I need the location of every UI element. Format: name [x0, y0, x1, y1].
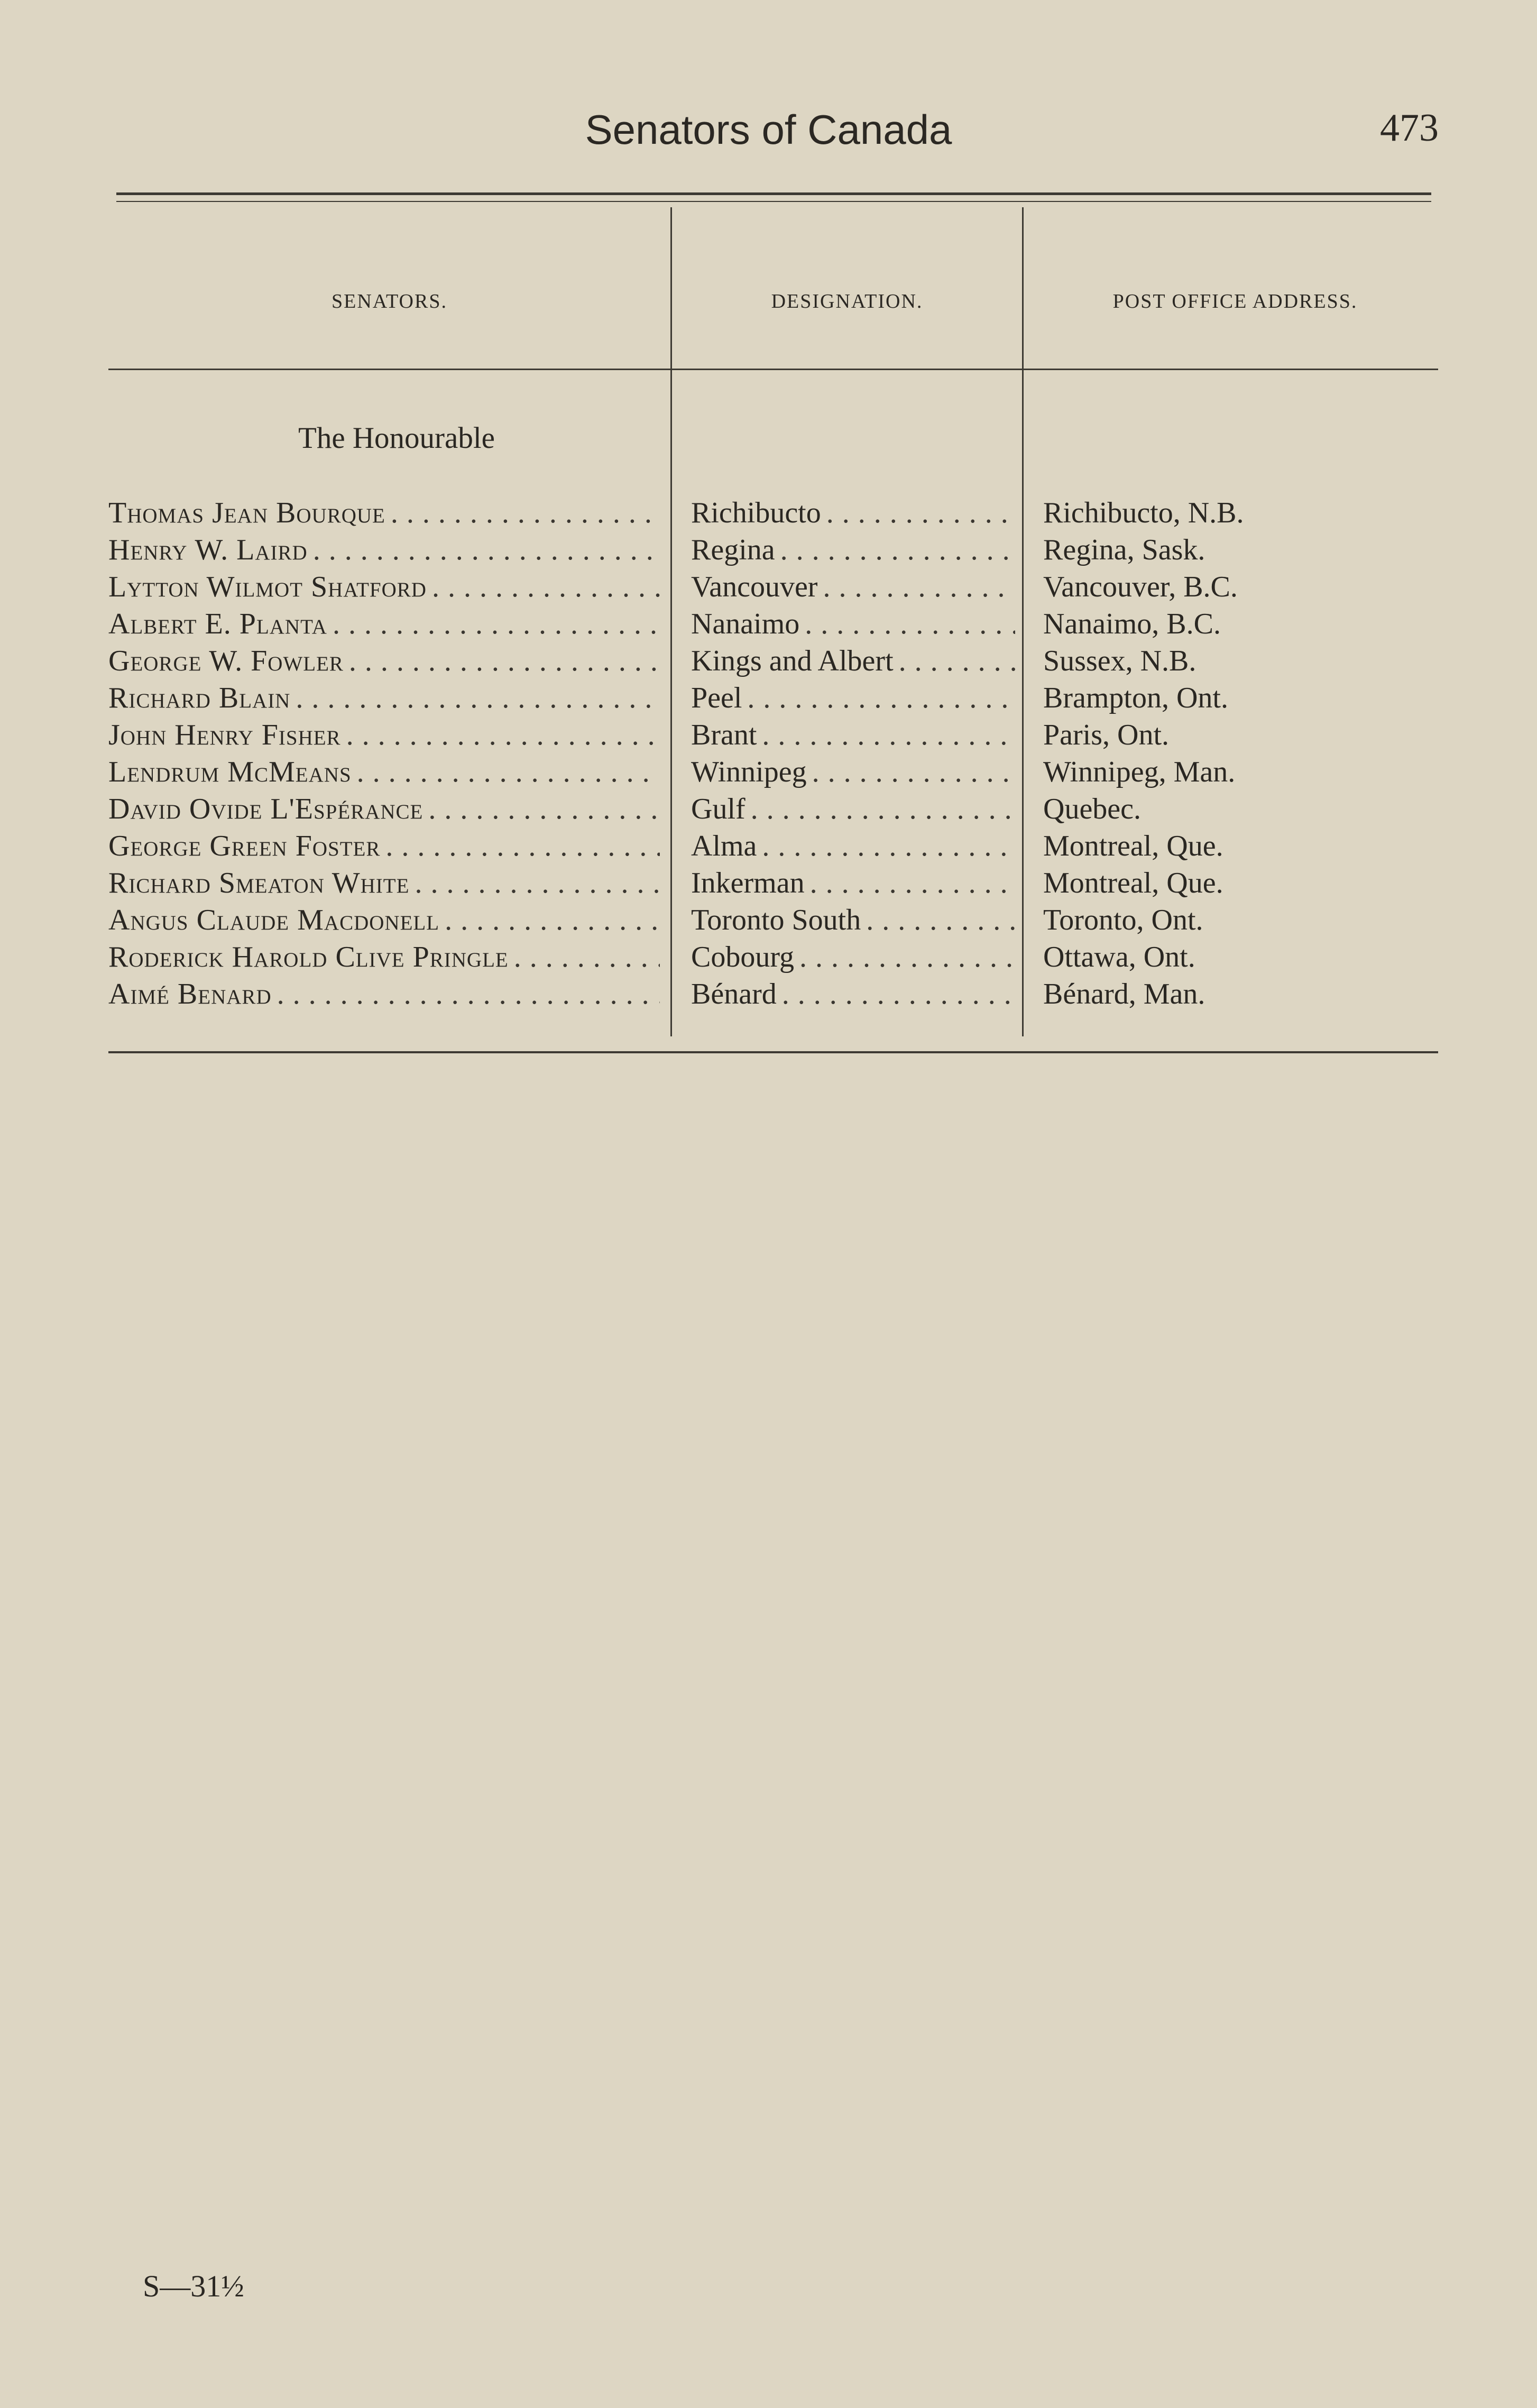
header-rule — [108, 369, 1438, 370]
signature-mark: S—31½ — [143, 2269, 244, 2303]
table-row — [0, 828, 1537, 865]
senator-name-text: Thomas Jean Bourque — [108, 497, 385, 529]
address-cell-text: Quebec. — [1043, 793, 1142, 825]
dot-leader — [290, 679, 660, 716]
designation-cell — [691, 753, 1015, 791]
dot-leader — [427, 568, 660, 605]
designation-cell — [691, 531, 1015, 568]
senator-name-text: Albert E. Planta — [108, 608, 327, 640]
designation-cell-text: Nanaimo — [691, 608, 800, 640]
senator-table-body — [0, 494, 1537, 1013]
senator-name-text: Aimé Benard — [108, 978, 272, 1010]
table-row — [0, 494, 1537, 531]
designation-cell-text: Cobourg — [691, 941, 794, 973]
designation-cell-text: Richibucto — [691, 497, 821, 529]
table-row — [0, 791, 1537, 828]
dot-leader — [805, 865, 1015, 902]
address-cell — [1043, 902, 1519, 939]
dot-leader — [817, 568, 1015, 605]
table-row — [0, 605, 1537, 642]
dot-leader — [746, 791, 1015, 828]
senator-name-text: George Green Foster — [108, 830, 381, 862]
table-row — [0, 642, 1537, 679]
designation-cell — [691, 828, 1015, 865]
senator-name — [108, 716, 660, 753]
designation-cell-text: Kings and Albert — [691, 645, 894, 677]
designation-cell-text: Inkerman — [691, 867, 805, 899]
address-cell-text: Paris, Ont. — [1043, 719, 1169, 751]
senator-name — [108, 753, 660, 791]
dot-leader — [509, 939, 660, 976]
senator-name — [108, 791, 660, 828]
address-cell-text: Toronto, Ont. — [1043, 904, 1203, 936]
bottom-rule — [108, 1051, 1438, 1053]
dot-leader — [409, 865, 660, 902]
senator-name-text: Roderick Harold Clive Pringle — [108, 941, 509, 973]
dot-leader — [327, 605, 660, 642]
designation-cell — [691, 976, 1015, 1013]
address-cell — [1043, 605, 1519, 642]
dot-leader — [308, 531, 660, 568]
dot-leader — [352, 753, 660, 791]
address-cell-text: Ottawa, Ont. — [1043, 941, 1195, 973]
dot-leader — [794, 939, 1015, 976]
designation-cell-text: Peel — [691, 682, 742, 714]
dot-leader — [775, 531, 1015, 568]
designation-cell-text: Gulf — [691, 793, 746, 825]
senator-name-text: Angus Claude Macdonell — [108, 904, 440, 936]
address-cell-text: Montreal, Que. — [1043, 830, 1223, 862]
address-cell — [1043, 716, 1519, 753]
senator-name-text: Lytton Wilmot Shatford — [108, 571, 427, 603]
dot-leader — [344, 642, 660, 679]
address-cell — [1043, 976, 1519, 1013]
dot-leader — [423, 791, 660, 828]
dot-leader — [777, 976, 1015, 1013]
dot-leader — [861, 902, 1015, 939]
address-cell — [1043, 679, 1519, 716]
table-row — [0, 902, 1537, 939]
address-cell — [1043, 642, 1519, 679]
address-cell-text: Regina, Sask. — [1043, 534, 1205, 566]
address-cell-text: Brampton, Ont. — [1043, 682, 1228, 714]
designation-cell-text: Winnipeg — [691, 756, 807, 788]
address-cell — [1043, 494, 1519, 531]
dot-leader — [821, 494, 1015, 531]
senator-name — [108, 828, 660, 865]
address-cell — [1043, 791, 1519, 828]
page-title: Senators of Canada — [585, 106, 952, 153]
dot-leader — [894, 642, 1015, 679]
designation-cell — [691, 494, 1015, 531]
designation-cell-text: Brant — [691, 719, 757, 751]
senator-name — [108, 865, 660, 902]
senator-name — [108, 939, 660, 976]
column-header-senators: SENATORS. — [332, 290, 447, 313]
column-header-designation: DESIGNATION. — [771, 290, 923, 313]
address-cell-text: Montreal, Que. — [1043, 867, 1223, 899]
dot-leader — [742, 679, 1015, 716]
top-rule — [116, 192, 1431, 195]
address-cell — [1043, 753, 1519, 791]
dot-leader — [757, 716, 1015, 753]
address-cell — [1043, 865, 1519, 902]
dot-leader — [380, 828, 660, 865]
senator-name-text: Henry W. Laird — [108, 534, 308, 566]
address-cell — [1043, 939, 1519, 976]
dot-leader — [341, 716, 660, 753]
table-row — [0, 865, 1537, 902]
table-row — [0, 939, 1537, 976]
designation-cell — [691, 605, 1015, 642]
designation-cell-text: Toronto South — [691, 904, 861, 936]
senator-name-text: Richard Blain — [108, 682, 291, 714]
dot-leader — [385, 494, 660, 531]
table-row — [0, 679, 1537, 716]
address-cell-text: Richibucto, N.B. — [1043, 497, 1244, 529]
dot-leader — [757, 828, 1015, 865]
senator-name-text: David Ovide L'Espérance — [108, 793, 424, 825]
designation-cell-text: Bénard — [691, 978, 777, 1010]
address-cell — [1043, 531, 1519, 568]
senator-name — [108, 531, 660, 568]
address-cell-text: Sussex, N.B. — [1043, 645, 1197, 677]
address-cell-text: Bénard, Man. — [1043, 978, 1205, 1010]
senator-name-text: Lendrum McMeans — [108, 756, 352, 788]
senator-name — [108, 902, 660, 939]
designation-cell-text: Vancouver — [691, 571, 818, 603]
address-cell — [1043, 828, 1519, 865]
senator-name — [108, 494, 660, 531]
designation-cell — [691, 791, 1015, 828]
table-row — [0, 716, 1537, 753]
senator-name-text: John Henry Fisher — [108, 719, 341, 751]
address-cell-text: Nanaimo, B.C. — [1043, 608, 1221, 640]
designation-cell — [691, 865, 1015, 902]
senator-name — [108, 679, 660, 716]
designation-cell — [691, 939, 1015, 976]
designation-cell — [691, 642, 1015, 679]
designation-cell — [691, 568, 1015, 605]
designation-cell — [691, 902, 1015, 939]
table-row — [0, 976, 1537, 1013]
senator-name — [108, 642, 660, 679]
senator-name-text: Richard Smeaton White — [108, 867, 410, 899]
address-cell — [1043, 568, 1519, 605]
designation-cell — [691, 679, 1015, 716]
column-header-address: POST OFFICE ADDRESS. — [1112, 290, 1358, 313]
table-row — [0, 568, 1537, 605]
senator-name — [108, 976, 660, 1013]
table-row — [0, 531, 1537, 568]
dot-leader — [807, 753, 1015, 791]
dot-leader — [272, 976, 660, 1013]
table-row — [0, 753, 1537, 791]
designation-cell — [691, 716, 1015, 753]
senator-name — [108, 568, 660, 605]
top-rule-inner — [116, 201, 1431, 202]
dot-leader — [439, 902, 660, 939]
address-cell-text: Vancouver, B.C. — [1043, 571, 1238, 603]
dot-leader — [799, 605, 1015, 642]
senator-name — [108, 605, 660, 642]
page-number: 473 — [1380, 106, 1439, 150]
address-cell-text: Winnipeg, Man. — [1043, 756, 1236, 788]
senator-name-text: George W. Fowler — [108, 645, 344, 677]
designation-cell-text: Regina — [691, 534, 775, 566]
designation-cell-text: Alma — [691, 830, 757, 862]
honourable-prefix: The Honourable — [298, 421, 495, 455]
